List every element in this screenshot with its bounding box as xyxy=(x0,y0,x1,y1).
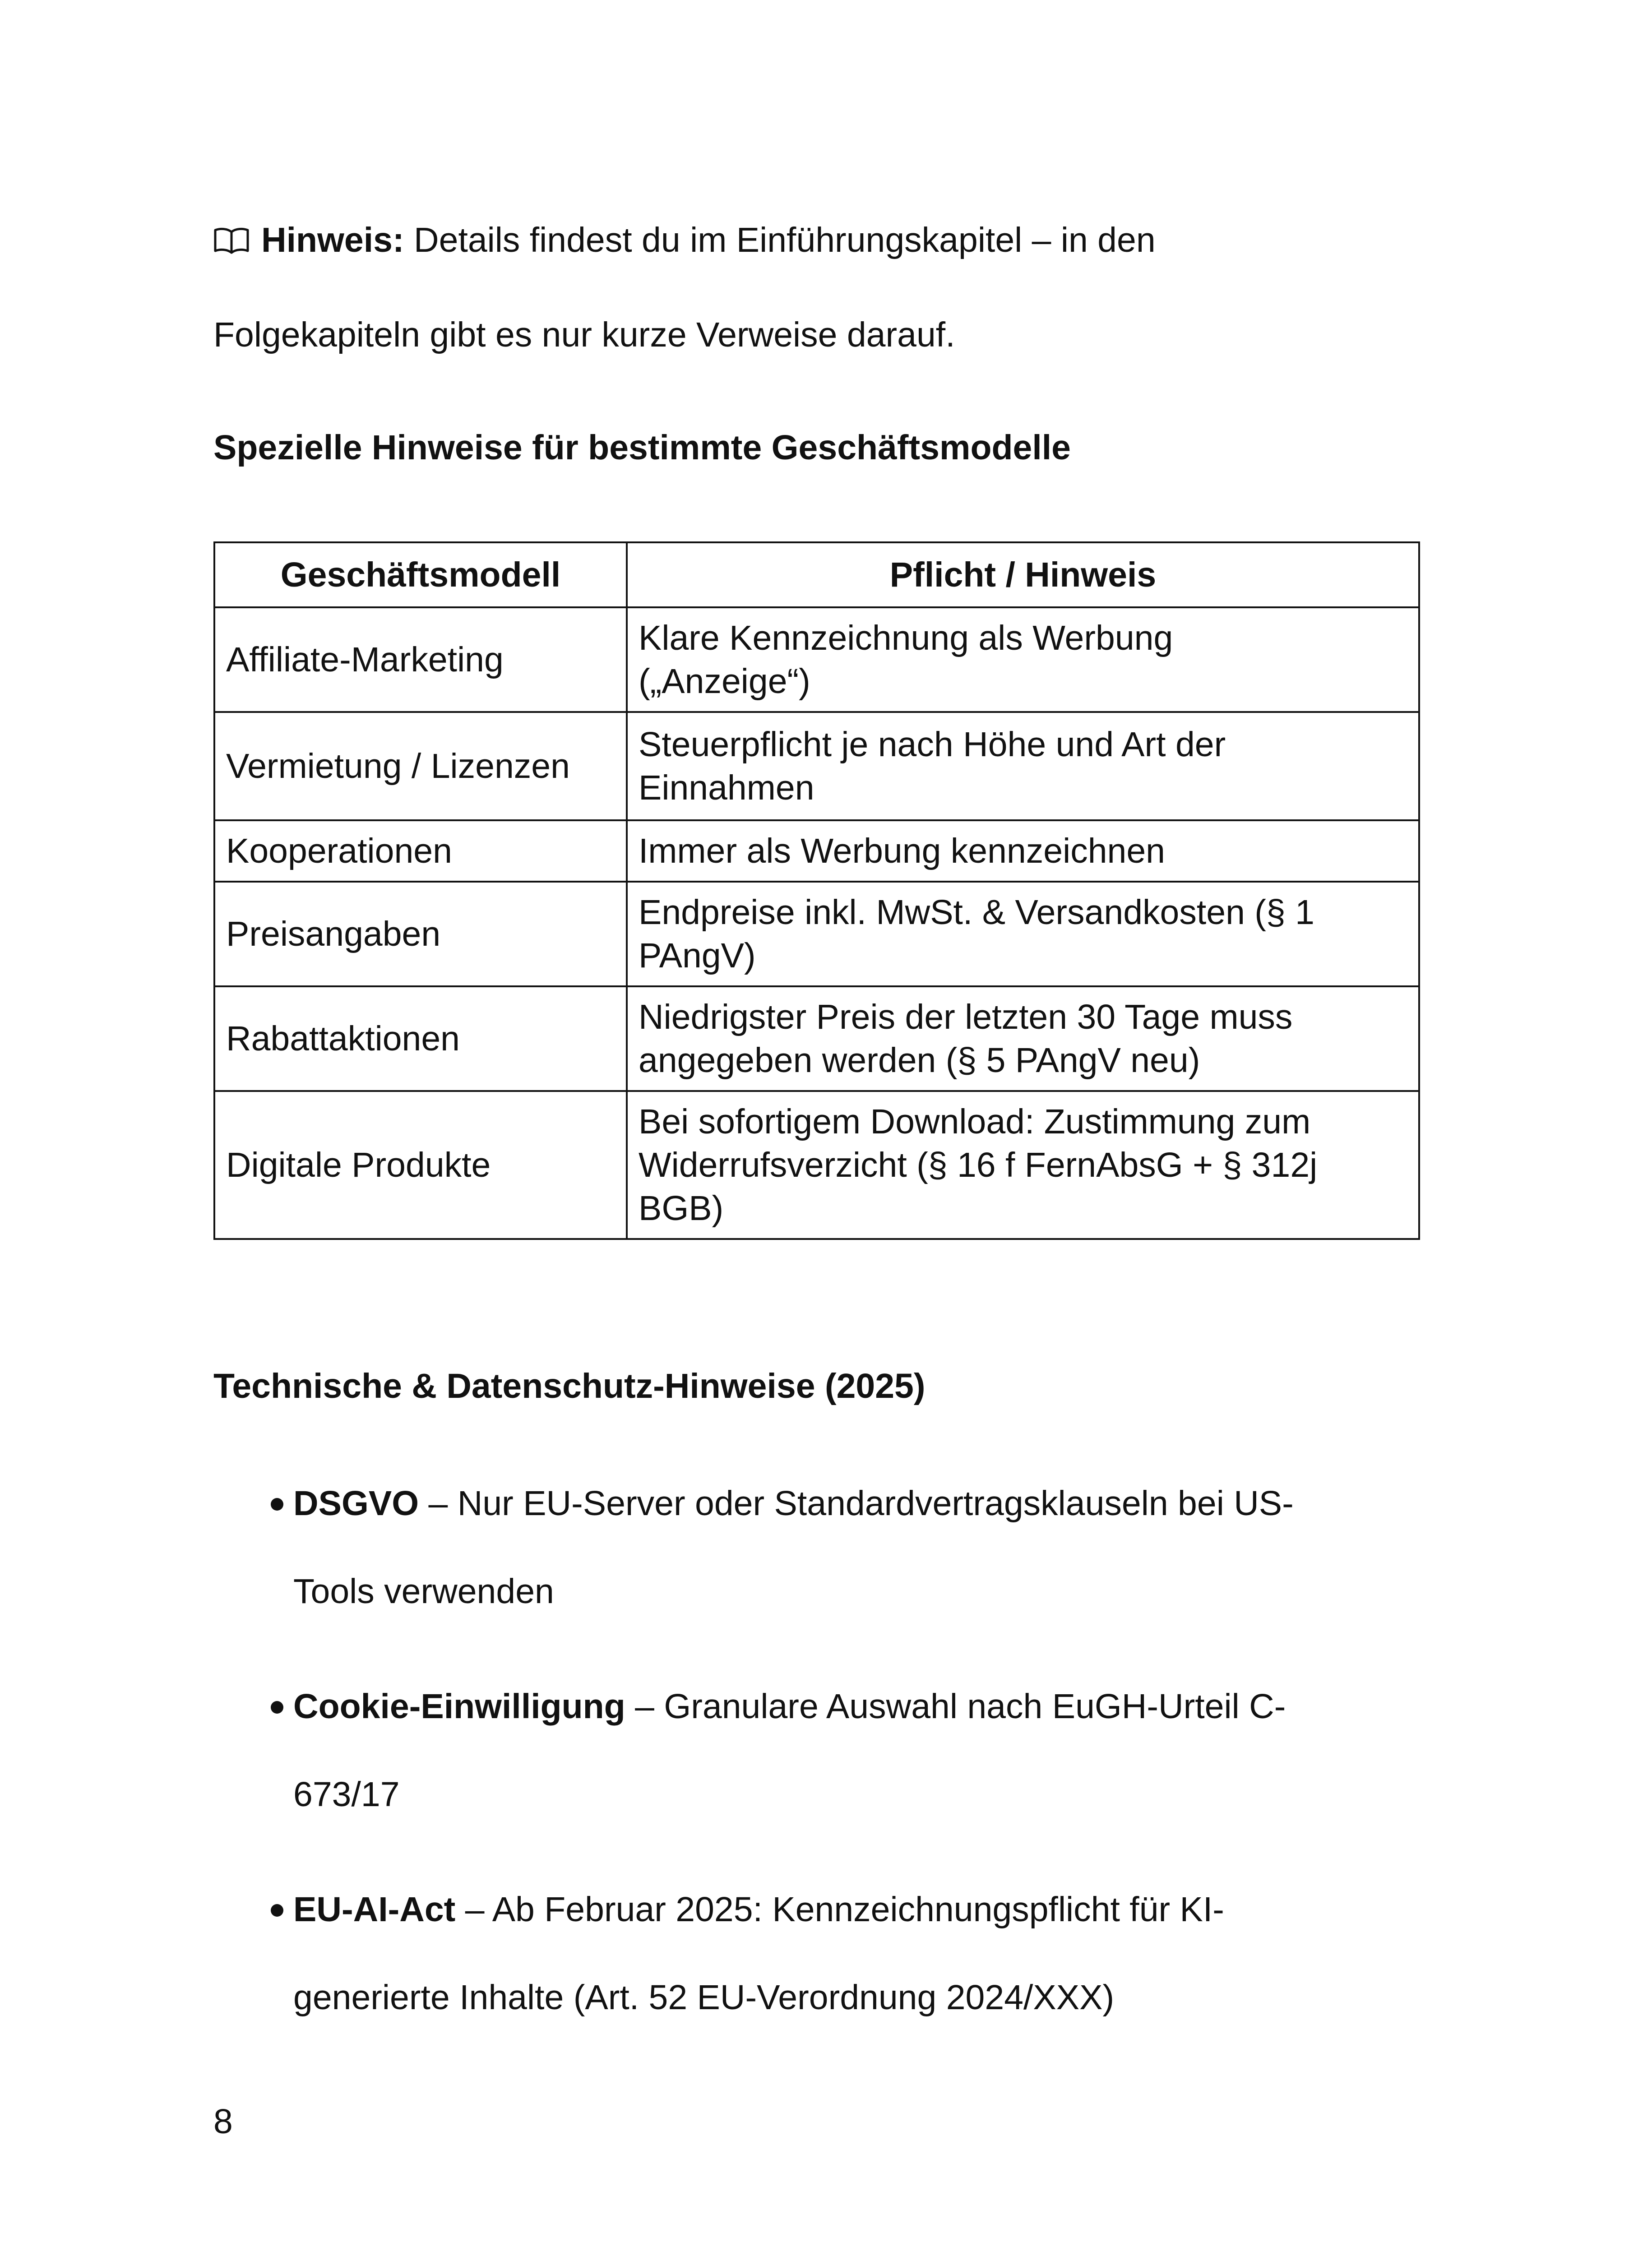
bullet-line-2: 673/17 xyxy=(293,1775,400,1814)
cell-line: Bei sofortigem Download: Zustimmung zum xyxy=(639,1102,1311,1141)
bullet-line-1 xyxy=(293,1687,1467,1775)
bullet-term: EU-AI-Act xyxy=(293,1890,456,1929)
table-row xyxy=(214,712,1419,820)
table-cell-note xyxy=(627,882,1419,986)
section-title-tech-privacy: Technische & Datenschutz-Hinweise (2025) xyxy=(213,1367,925,1405)
table-row xyxy=(214,986,1419,1091)
table-cell-model: Digitale Produkte xyxy=(214,1091,627,1239)
bullet-line-1 xyxy=(293,1891,1467,1979)
cell-line: Endpreise inkl. MwSt. & Versandkosten (§ 1 xyxy=(639,893,1314,932)
bullet-line-1 xyxy=(293,1484,1467,1572)
cell-line: Klare Kennzeichnung als Werbung xyxy=(639,619,1173,657)
bullet-line-2: Tools verwenden xyxy=(293,1572,554,1611)
table-cell-note xyxy=(627,820,1419,882)
table-cell-model: Preisangaben xyxy=(214,882,627,986)
bullet-dot-icon xyxy=(271,1904,283,1917)
bullet-item-dsgvo xyxy=(293,1484,1467,1660)
bullet-term: Cookie-Einwilligung xyxy=(293,1687,625,1726)
bullet-text: – Granulare Auswahl nach EuGH-Urteil C- xyxy=(625,1687,1286,1726)
cell-line: Niedrigster Preis der letzten 30 Tage muss xyxy=(639,998,1293,1036)
cell-line: Einnahmen xyxy=(639,768,814,807)
table-cell-note xyxy=(627,1091,1419,1239)
table-row xyxy=(214,607,1419,712)
note-line-1 xyxy=(213,221,1156,259)
note-text-1: Details findest du im Einführungskapitel – in den xyxy=(414,221,1156,259)
table-cell-model: Vermietung / Lizenzen xyxy=(214,712,627,820)
table-row xyxy=(214,1091,1419,1239)
cell-line: BGB) xyxy=(639,1189,724,1228)
cell-line: Steuerpflicht je nach Höhe und Art der xyxy=(639,725,1226,764)
bullet-term: DSGVO xyxy=(293,1484,419,1523)
table-cell-note xyxy=(627,986,1419,1091)
page-number: 8 xyxy=(213,2102,233,2141)
table-row xyxy=(214,882,1419,986)
table-cell-note xyxy=(627,712,1419,820)
open-book-icon xyxy=(213,227,250,254)
note-label: Hinweis: xyxy=(261,221,404,259)
bullet-line-2: generierte Inhalte (Art. 52 EU-Verordnung 2024/XXX) xyxy=(293,1978,1115,2017)
table-cell-model: Rabattaktionen xyxy=(214,986,627,1091)
bullet-dot-icon xyxy=(271,1498,283,1511)
table-row xyxy=(214,820,1419,882)
business-model-table xyxy=(213,541,1420,1240)
cell-line: Widerrufsverzicht (§ 16 f FernAbsG + § 312j xyxy=(639,1146,1318,1184)
table-header-model: Geschäftsmodell xyxy=(214,542,627,607)
table-cell-model: Affiliate-Marketing xyxy=(214,607,627,712)
table-header-note: Pflicht / Hinweis xyxy=(627,542,1419,607)
cell-line: angegeben werden (§ 5 PAngV neu) xyxy=(639,1041,1200,1080)
table-header-row xyxy=(214,542,1419,607)
cell-line: Immer als Werbung kennzeichnen xyxy=(639,832,1165,870)
cell-line: („Anzeige“) xyxy=(639,662,810,701)
bullet-item-cookie xyxy=(293,1687,1467,1863)
section-title-business-models: Spezielle Hinweise für bestimmte Geschäftsmodelle xyxy=(213,428,1071,467)
note-line-2: Folgekapiteln gibt es nur kurze Verweise darauf. xyxy=(213,315,955,354)
bullet-dot-icon xyxy=(271,1701,283,1714)
bullet-item-ai-act xyxy=(293,1891,1467,2066)
bullet-text: – Ab Februar 2025: Kennzeichnungspflicht für KI- xyxy=(455,1890,1224,1929)
table-cell-note xyxy=(627,607,1419,712)
cell-line: PAngV) xyxy=(639,936,756,975)
table-cell-model: Kooperationen xyxy=(214,820,627,882)
bullet-text: – Nur EU-Server oder Standardvertragsklauseln bei US- xyxy=(419,1484,1294,1523)
